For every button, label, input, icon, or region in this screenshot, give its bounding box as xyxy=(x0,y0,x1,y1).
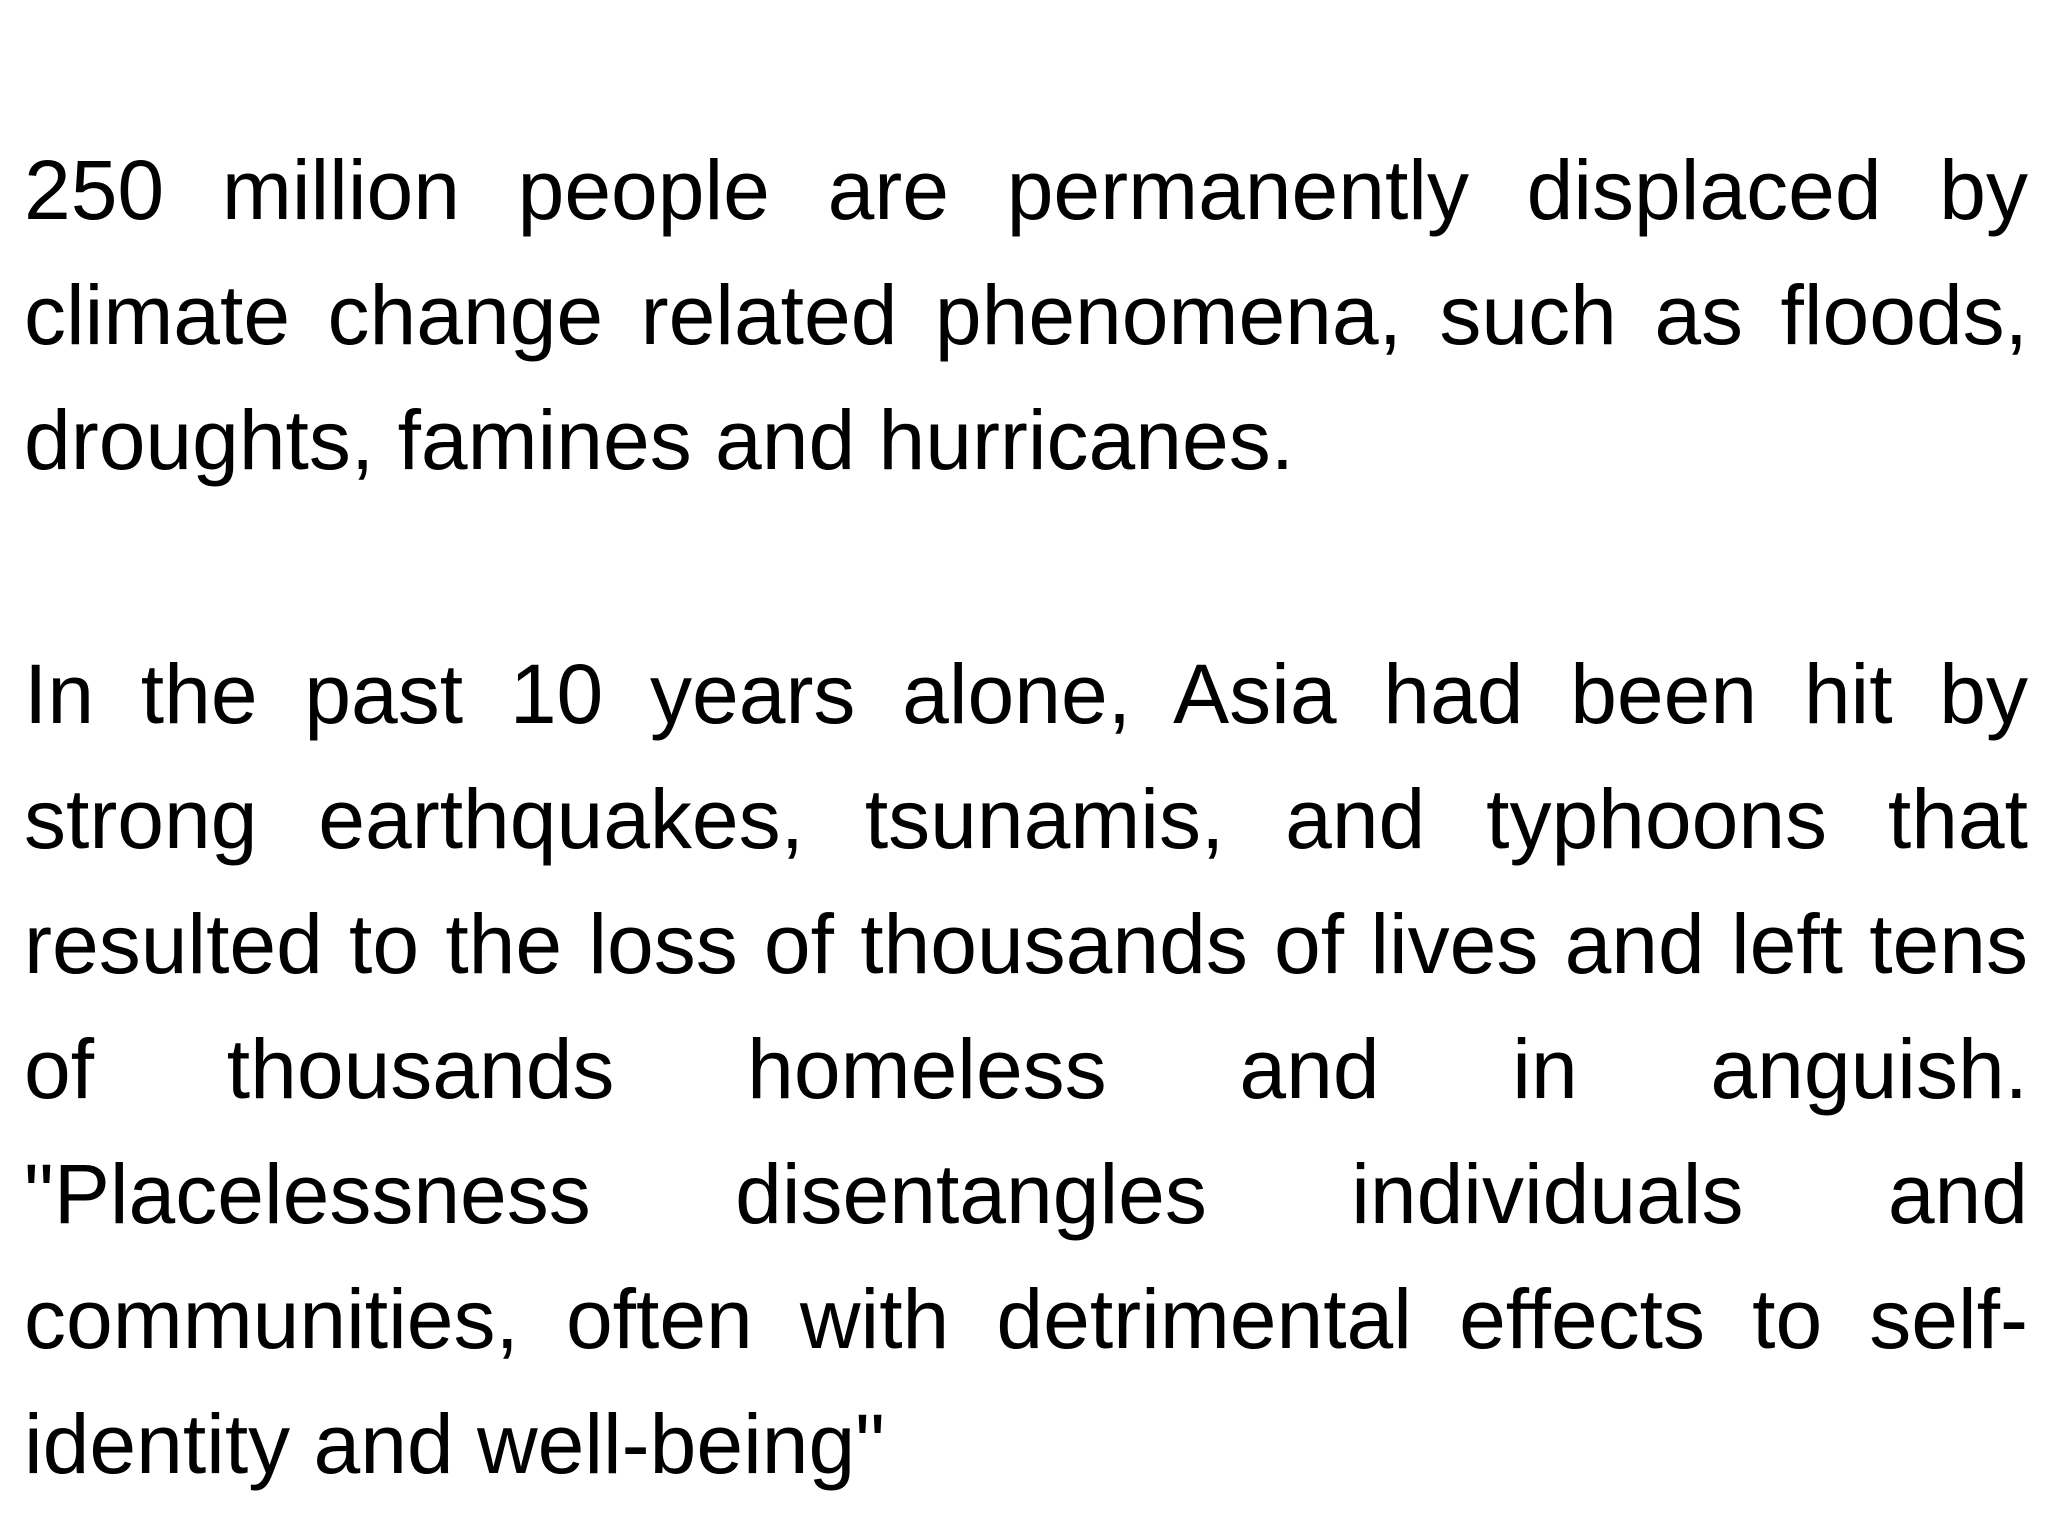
paragraph-displacement-statistic: 250 million people are permanently displaced by climate change related phenomena, such as floods, droughts, famines and hurricanes. xyxy=(24,143,2028,487)
paragraph-asia-disasters-quote: In the past 10 years alone, Asia had been hit by strong earthquakes, tsunamis, and typhoons that resulted to the loss of thousands of lives and left tens of thousands homeless and in anguish. "Placelessness disentangles individuals and communities, often with detrimental effects to self-identity and well-being" xyxy=(24,647,2028,1491)
